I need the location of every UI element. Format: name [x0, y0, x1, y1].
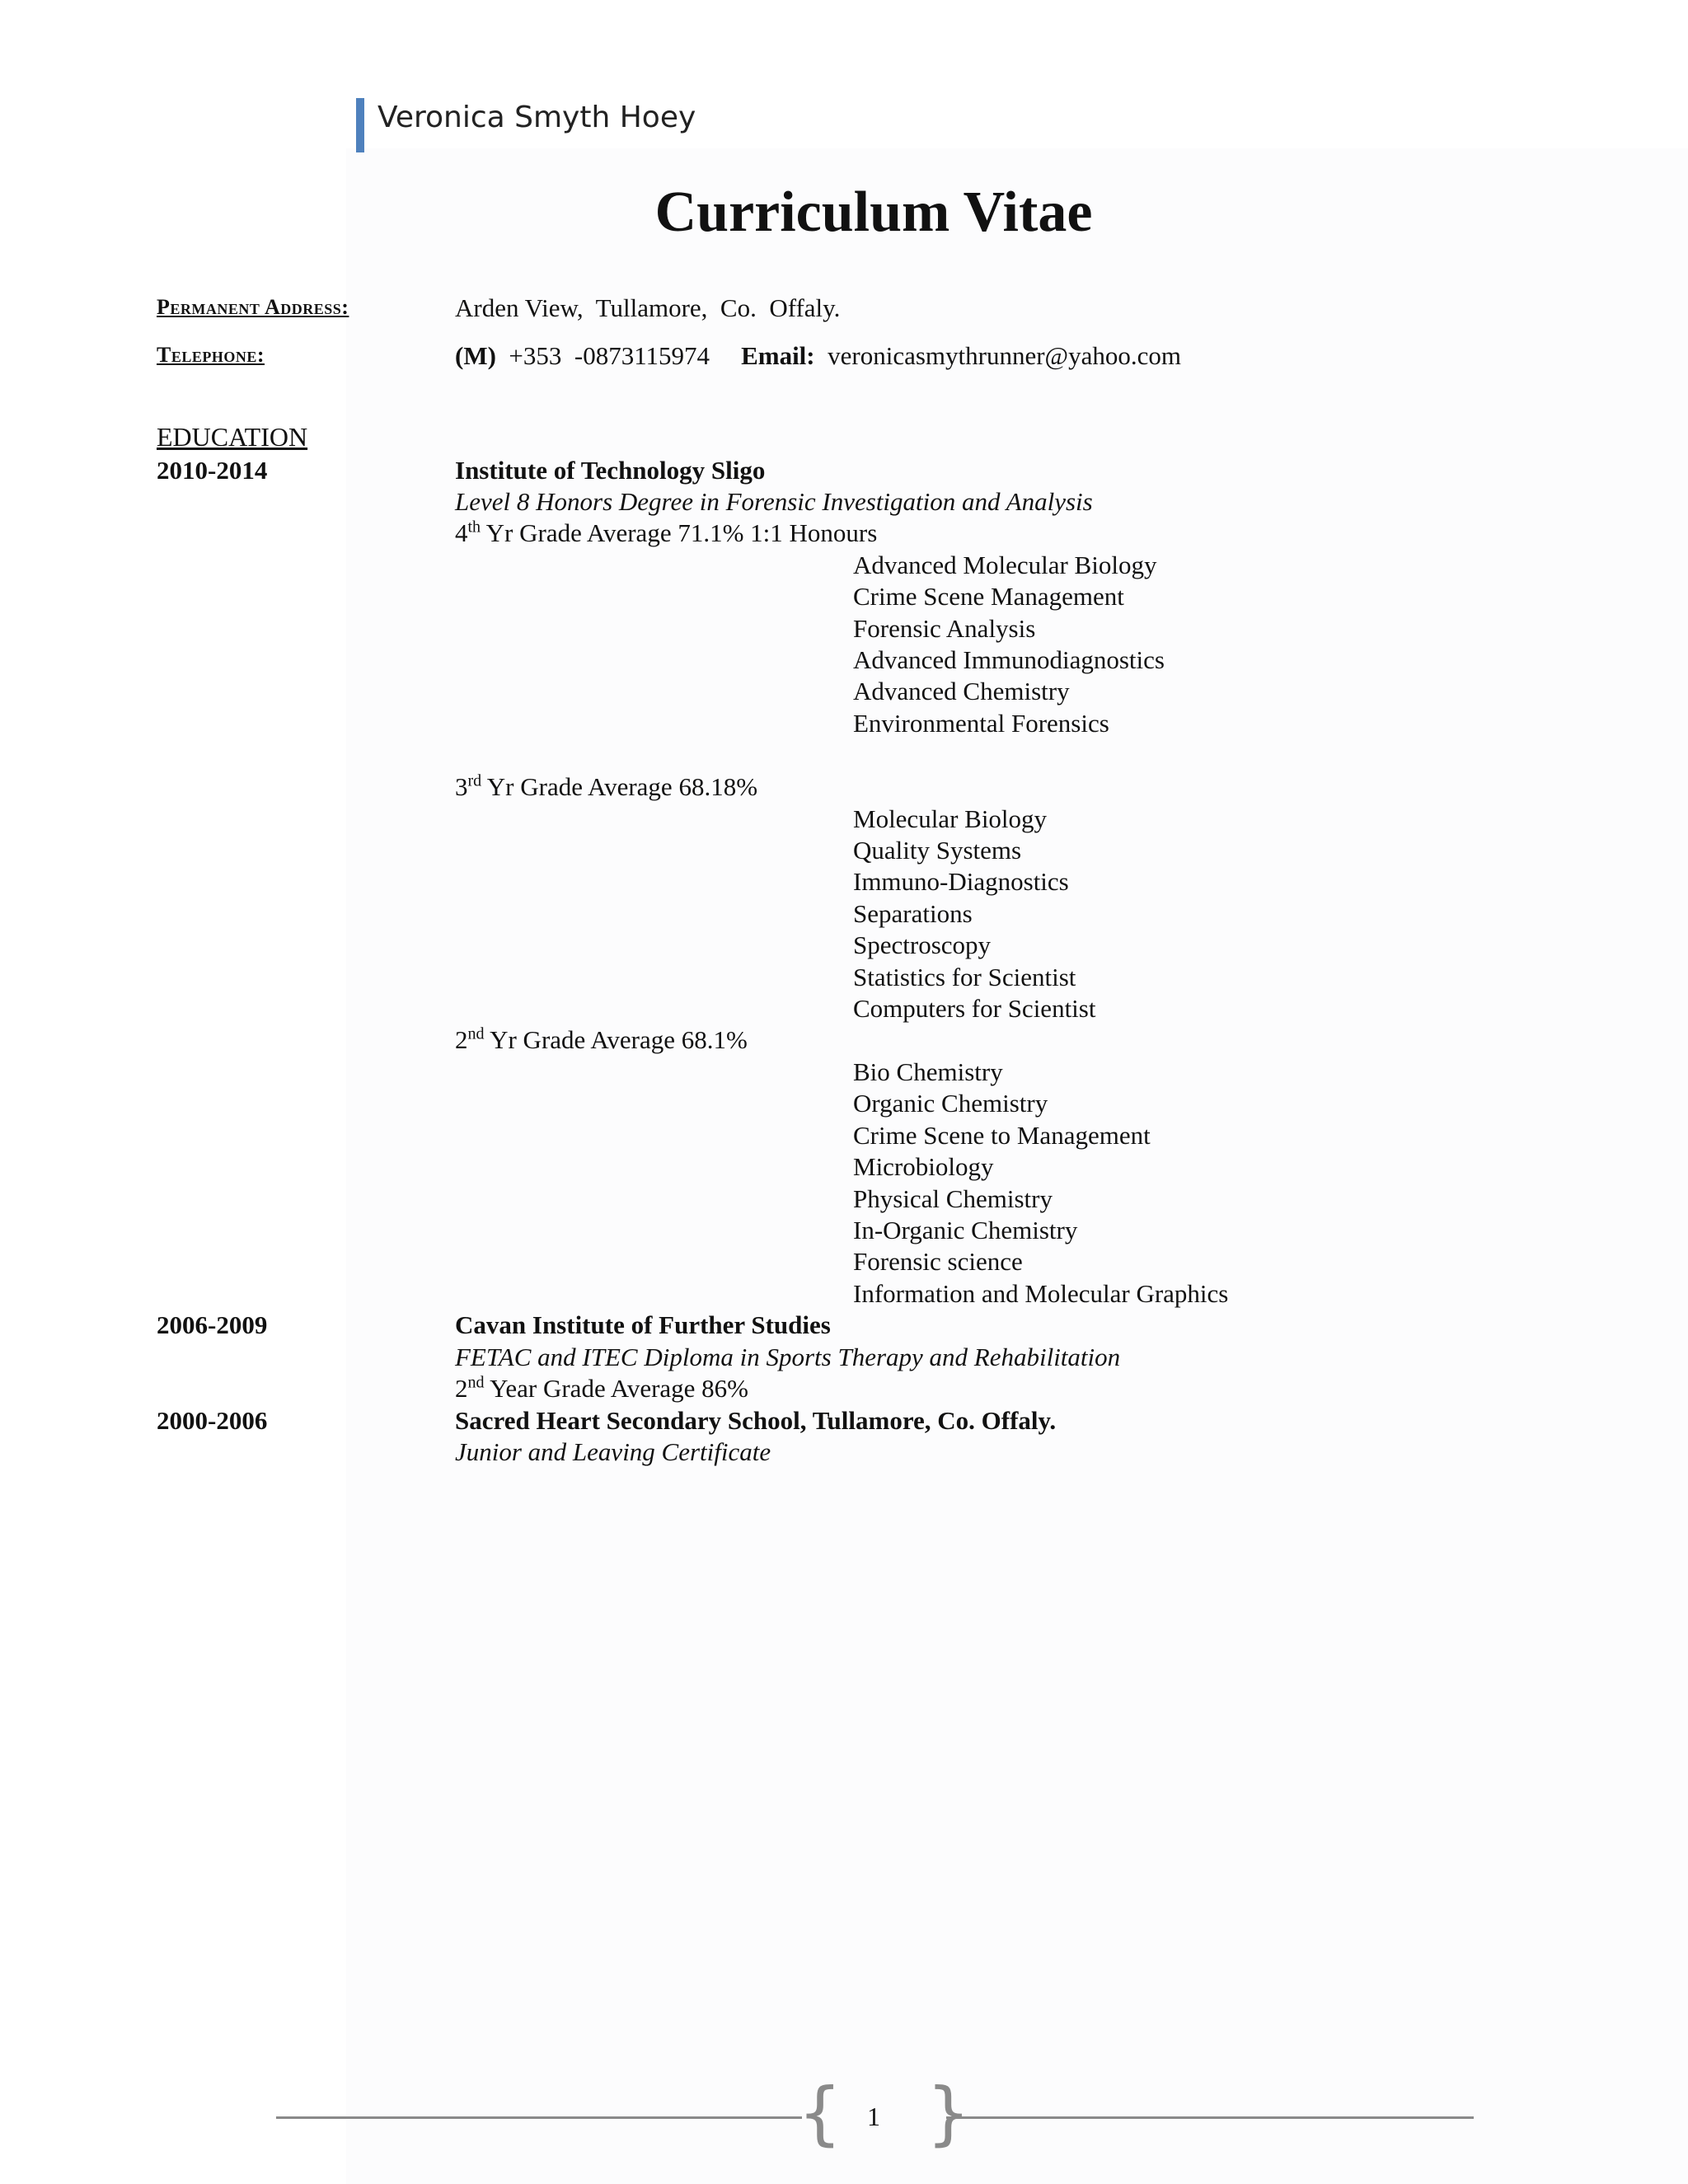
address-label: Permanent Address:	[157, 295, 349, 319]
footer-rule-left	[276, 2116, 802, 2119]
education-heading: EDUCATION	[157, 422, 308, 452]
qualification: Level 8 Honors Degree in Forensic Investigation and Analysis	[455, 487, 1093, 516]
module-item: Organic Chemistry	[853, 1089, 1048, 1118]
module-item: Bio Chemistry	[853, 1057, 1003, 1086]
module-item: Crime Scene to Management	[853, 1121, 1151, 1150]
grade-ordinal-suffix: nd	[467, 1373, 485, 1392]
module-item: In-Organic Chemistry	[853, 1216, 1078, 1244]
phone-number: +353 -0873115974	[509, 341, 710, 370]
module-item: Immuno-Diagnostics	[853, 867, 1069, 896]
document-title: Curriculum Vitae	[654, 180, 1093, 244]
footer-bracket-right: }	[926, 2073, 971, 2154]
module-item: Statistics for Scientist	[853, 963, 1076, 991]
footer-bracket-left: {	[798, 2073, 842, 2154]
email-label: Email:	[741, 341, 815, 370]
module-item: Crime Scene Management	[853, 582, 1124, 611]
grade-line	[455, 518, 877, 548]
module-item: Advanced Molecular Biology	[853, 551, 1157, 579]
header-accent-bar	[356, 98, 364, 152]
grade-ordinal-suffix: rd	[467, 771, 482, 790]
education-years: 2000-2006	[157, 1406, 268, 1435]
telephone-label: Telephone:	[157, 343, 265, 367]
grade-ordinal-suffix: th	[467, 518, 481, 537]
qualification: Junior and Leaving Certificate	[455, 1437, 771, 1466]
grade-line	[455, 1374, 748, 1404]
grade-ordinal: 2	[455, 1025, 468, 1054]
institution-name: Sacred Heart Secondary School, Tullamore, Co. Offaly.	[455, 1406, 1057, 1435]
page-number: 1	[867, 2102, 880, 2131]
module-item: Quality Systems	[853, 836, 1022, 865]
email-address: veronicasmythrunner@yahoo.com	[828, 341, 1181, 370]
module-item: Physical Chemistry	[853, 1184, 1053, 1213]
page-background	[346, 148, 1688, 2184]
qualification: FETAC and ITEC Diploma in Sports Therapy and Rehabilitation	[455, 1343, 1121, 1371]
module-item: Forensic Analysis	[853, 614, 1036, 643]
module-item: Molecular Biology	[853, 804, 1048, 833]
mobile-prefix: (M)	[455, 341, 496, 370]
module-item: Separations	[853, 899, 973, 928]
education-years: 2010-2014	[157, 456, 268, 485]
module-item: Environmental Forensics	[853, 709, 1109, 738]
contact-line	[455, 341, 1181, 371]
institution-name: Institute of Technology Sligo	[455, 456, 766, 485]
grade-line	[455, 772, 757, 802]
grade-text: Yr Grade Average 68.1%	[484, 1025, 748, 1054]
footer-rule-right	[946, 2116, 1474, 2119]
module-item: Advanced Immunodiagnostics	[853, 645, 1165, 674]
grade-ordinal: 2	[455, 1374, 468, 1403]
address-value: Arden View, Tullamore, Co. Offaly.	[455, 293, 841, 322]
module-item: Computers for Scientist	[853, 994, 1096, 1023]
grade-text: Yr Grade Average 68.18%	[481, 772, 758, 801]
module-item: Forensic science	[853, 1247, 1023, 1276]
grade-ordinal: 3	[455, 772, 468, 801]
grade-text: Yr Grade Average 71.1% 1:1 Honours	[481, 518, 878, 547]
grade-ordinal-suffix: nd	[467, 1024, 485, 1043]
grade-text: Year Grade Average 86%	[484, 1374, 749, 1403]
institution-name: Cavan Institute of Further Studies	[455, 1310, 831, 1339]
module-item: Spectroscopy	[853, 930, 992, 959]
education-years: 2006-2009	[157, 1310, 268, 1339]
module-item: Information and Molecular Graphics	[853, 1279, 1229, 1308]
module-item: Microbiology	[853, 1152, 994, 1181]
module-item: Advanced Chemistry	[853, 677, 1070, 705]
header-name: Veronica Smyth Hoey	[377, 101, 696, 134]
grade-ordinal: 4	[455, 518, 468, 547]
grade-line	[455, 1025, 748, 1055]
